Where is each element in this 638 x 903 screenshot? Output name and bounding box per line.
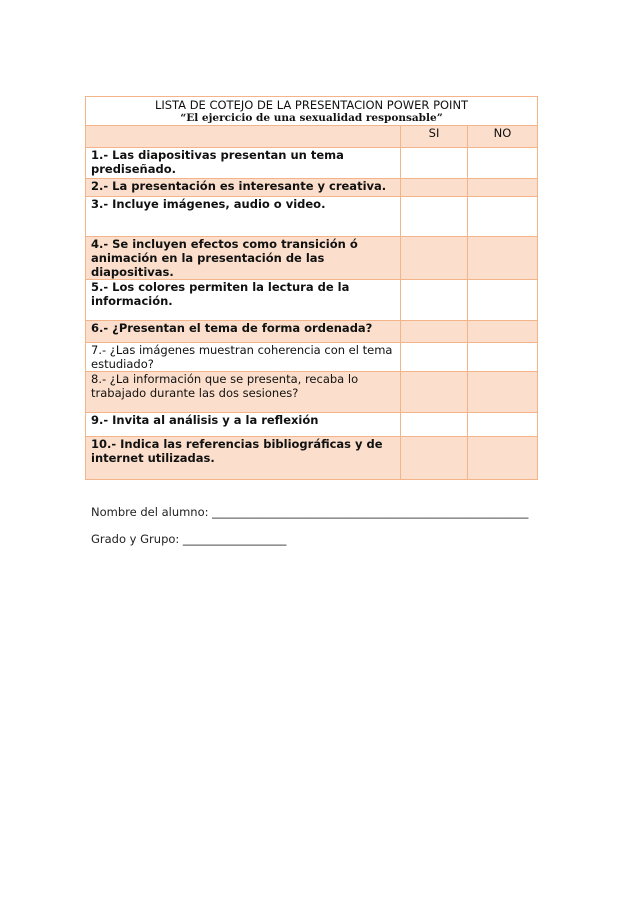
title-row <box>86 97 538 126</box>
student-name-line[interactable]: Nombre del alumno: _______________________________________________________ <box>91 505 529 519</box>
table-row <box>86 237 538 280</box>
header-blank-cell <box>86 126 401 148</box>
no-checkbox-cell[interactable] <box>468 237 538 280</box>
no-checkbox-cell[interactable] <box>468 321 538 343</box>
header-row <box>86 126 538 148</box>
criterion-text: 6.- ¿Presentan el tema de forma ordenada? <box>86 321 401 343</box>
criterion-text: 9.- Invita al análisis y a la reflexión <box>86 413 401 437</box>
si-checkbox-cell[interactable] <box>401 237 468 280</box>
criterion-text: 4.- Se incluyen efectos como transición ó animación en la presentación de las diapositivas. <box>86 237 401 280</box>
criterion-text: 10.- Indica las referencias bibliográficas y de internet utilizadas. <box>86 437 401 480</box>
no-checkbox-cell[interactable] <box>468 372 538 413</box>
table-row <box>86 321 538 343</box>
table-row <box>86 179 538 197</box>
si-checkbox-cell[interactable] <box>401 372 468 413</box>
si-checkbox-cell[interactable] <box>401 343 468 372</box>
title-cell <box>86 97 538 126</box>
si-checkbox-cell[interactable] <box>401 197 468 237</box>
criterion-text: 3.- Incluye imágenes, audio o video. <box>86 197 401 237</box>
criterion-text: 5.- Los colores permiten la lectura de la información. <box>86 280 401 321</box>
si-checkbox-cell[interactable] <box>401 280 468 321</box>
si-checkbox-cell[interactable] <box>401 437 468 480</box>
si-checkbox-cell[interactable] <box>401 179 468 197</box>
table-row <box>86 413 538 437</box>
criterion-text: 8.- ¿La información que se presenta, recaba lo trabajado durante las dos sesiones? <box>86 372 401 413</box>
checklist-table <box>85 96 538 480</box>
checklist-subtitle: “El ejercicio de una sexualidad responsable” <box>180 112 443 124</box>
grade-group-line[interactable]: Grado y Grupo: __________________ <box>91 532 287 546</box>
no-checkbox-cell[interactable] <box>468 437 538 480</box>
criterion-text: 1.- Las diapositivas presentan un tema prediseñado. <box>86 148 401 179</box>
no-checkbox-cell[interactable] <box>468 148 538 179</box>
criterion-text: 2.- La presentación es interesante y creativa. <box>86 179 401 197</box>
si-checkbox-cell[interactable] <box>401 413 468 437</box>
table-row <box>86 197 538 237</box>
no-checkbox-cell[interactable] <box>468 197 538 237</box>
no-checkbox-cell[interactable] <box>468 413 538 437</box>
table-row <box>86 148 538 179</box>
si-checkbox-cell[interactable] <box>401 321 468 343</box>
header-no: NO <box>468 126 538 148</box>
si-checkbox-cell[interactable] <box>401 148 468 179</box>
checklist-title: LISTA DE COTEJO DE LA PRESENTACION POWER POINT <box>154 98 469 112</box>
no-checkbox-cell[interactable] <box>468 343 538 372</box>
no-checkbox-cell[interactable] <box>468 179 538 197</box>
no-checkbox-cell[interactable] <box>468 280 538 321</box>
criterion-text: 7.- ¿Las imágenes muestran coherencia con el tema estudiado? <box>86 343 401 372</box>
table-row <box>86 372 538 413</box>
table-row <box>86 437 538 480</box>
header-si: SI <box>401 126 468 148</box>
table-row <box>86 343 538 372</box>
table-row <box>86 280 538 321</box>
